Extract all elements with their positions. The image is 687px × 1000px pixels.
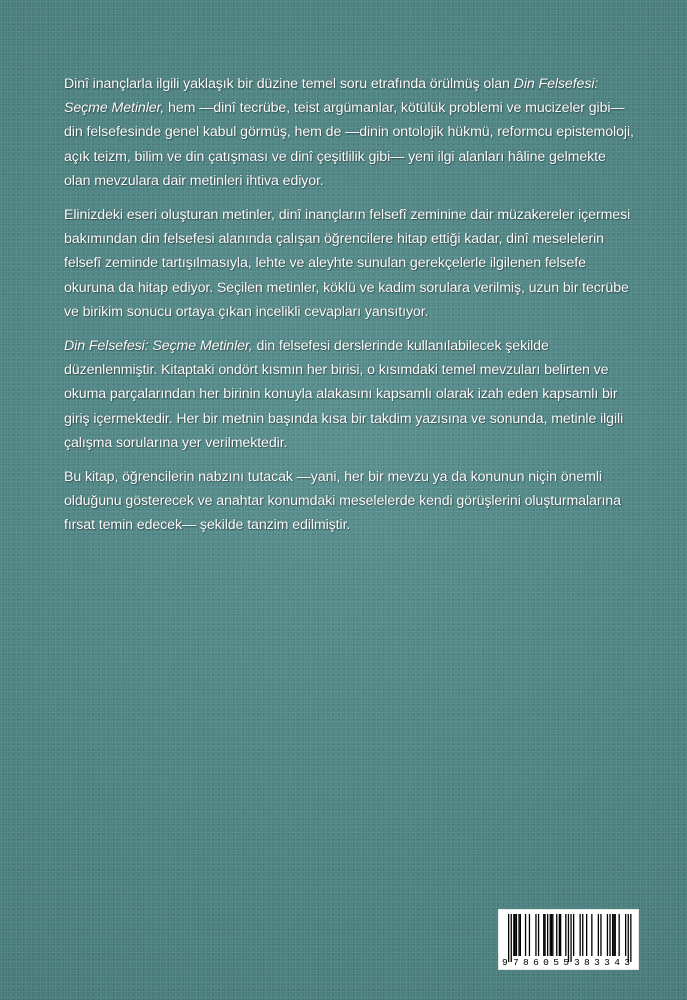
barcode-bar [520, 914, 521, 956]
barcode-bar [550, 914, 551, 956]
barcode-bar [570, 914, 571, 962]
isbn-barcode [498, 909, 639, 970]
barcode-bar [556, 914, 557, 956]
barcode-bar [625, 914, 626, 956]
isbn-right-group: 383343 [574, 957, 630, 968]
blurb-paragraph-2-text: Elinizdeki eseri oluşturan metinler, dinî inançların felsefî zeminine dair müzakereler içermesi bakımından din felsefesi alanında çalışan öğrencilere hitap ettiği kadar, dinî meselelerin felsefî zeminde tartışılmasıyla, lehte ve aleyhte sunulan gerekçelerle ilgilenen felsefe okuruna da hitap ediyor. Seçilen metinler, köklü ve kadim sorulara verilmiş, uzun bir tecrübe ve birikim sonucu ortaya çıkan incelikli cevapları yansıtıyor. [64, 207, 631, 320]
back-cover-blurb [64, 72, 636, 548]
blurb-paragraph-4 [64, 465, 636, 538]
barcode-bar [547, 914, 548, 956]
blurb-paragraph-3-text: din felsefesi derslerinde kullanılabilecek şekilde düzenlenmiştir. Kitaptaki ondört kısmın her birisi, o kısımdaki temel mevzuları belirten ve okuma parçalarından her birinin konuyla alakasını kapsamlı olarak izah eden kapsamlı bir giriş içermektedir. Her bir metnin başında kısa bir takdim yazısına ve sonunda, metinle ilgili çalışma sorularına yer verilmektedir. [64, 338, 624, 451]
barcode-bar [565, 914, 566, 956]
barcode-bar [628, 914, 629, 962]
barcode-bar [630, 914, 631, 962]
barcode-bar [619, 914, 620, 956]
barcode-bar [543, 914, 544, 956]
barcode-bar [591, 914, 592, 956]
barcode-bar [613, 914, 614, 956]
barcode-bar [609, 914, 610, 956]
barcode-bar [607, 914, 608, 956]
barcode-bar [513, 914, 514, 956]
barcode-bar [612, 914, 613, 956]
blurb-paragraph-4-text: Bu kitap, öğrencilerin nabzını tutacak —yani, her bir mevzu ya da konunun niçin önemli olduğunu gösterecek ve anahtar konumdaki meselelerde kendi görüşlerini oluşturmalarına fırsat temin edecek— şekilde tanzim edilmiştir. [64, 469, 621, 534]
blurb-paragraph-1-continued: hem —dinî tecrübe, teist argümanlar, kötülük problemi ve mucizeler gibi— din felsefesinde genel kabul görmüş, hem de —dinin ontolojik hükmü, reformcu epistemoloji, açık teizm, bilim ve din çatışması ve dinî çeşitlilik gibi— yeni ilgi alanları hâline gelmekte olan mevzulara dair metinleri ihtiva ediyor. [64, 100, 634, 189]
barcode-bar [598, 914, 599, 956]
barcode-graphic [499, 910, 638, 969]
barcode-bar [544, 914, 545, 956]
barcode-bar [560, 914, 561, 956]
barcode-bars [508, 914, 632, 962]
barcode-bar [586, 914, 587, 956]
barcode-bar [559, 914, 560, 956]
barcode-bar [529, 914, 530, 956]
barcode-bar [511, 914, 512, 962]
book-title-italic: Din Felsefesi: Seçme Metinler, [64, 76, 599, 117]
blurb-paragraph-2 [64, 203, 636, 324]
isbn-left-group: 786055 [513, 957, 569, 968]
book-title-italic: Din Felsefesi: Seçme Metinler, [64, 338, 253, 355]
barcode-bar [582, 914, 583, 956]
blurb-paragraph-1-text: Dinî inançlarla ilgili yaklaşık bir düzine temel soru etrafında örülmüş olan [64, 76, 510, 92]
barcode-bar [615, 914, 616, 956]
barcode-bar [515, 914, 516, 956]
barcode-bar [580, 914, 581, 956]
barcode-bar [551, 914, 552, 956]
barcode-bar [538, 914, 539, 956]
barcode-bar [518, 914, 519, 956]
barcode-bar [568, 914, 569, 962]
isbn-lead-digit: 9 [502, 957, 508, 968]
blurb-paragraph-3 [64, 334, 636, 455]
barcode-bar [516, 914, 517, 956]
barcode-bar [508, 914, 509, 962]
barcode-bar [573, 914, 574, 956]
barcode-bar [600, 914, 601, 956]
barcode-bar [535, 914, 536, 956]
blurb-paragraph-1 [64, 72, 636, 193]
barcode-bar [525, 914, 526, 956]
barcode-bar [552, 914, 553, 956]
